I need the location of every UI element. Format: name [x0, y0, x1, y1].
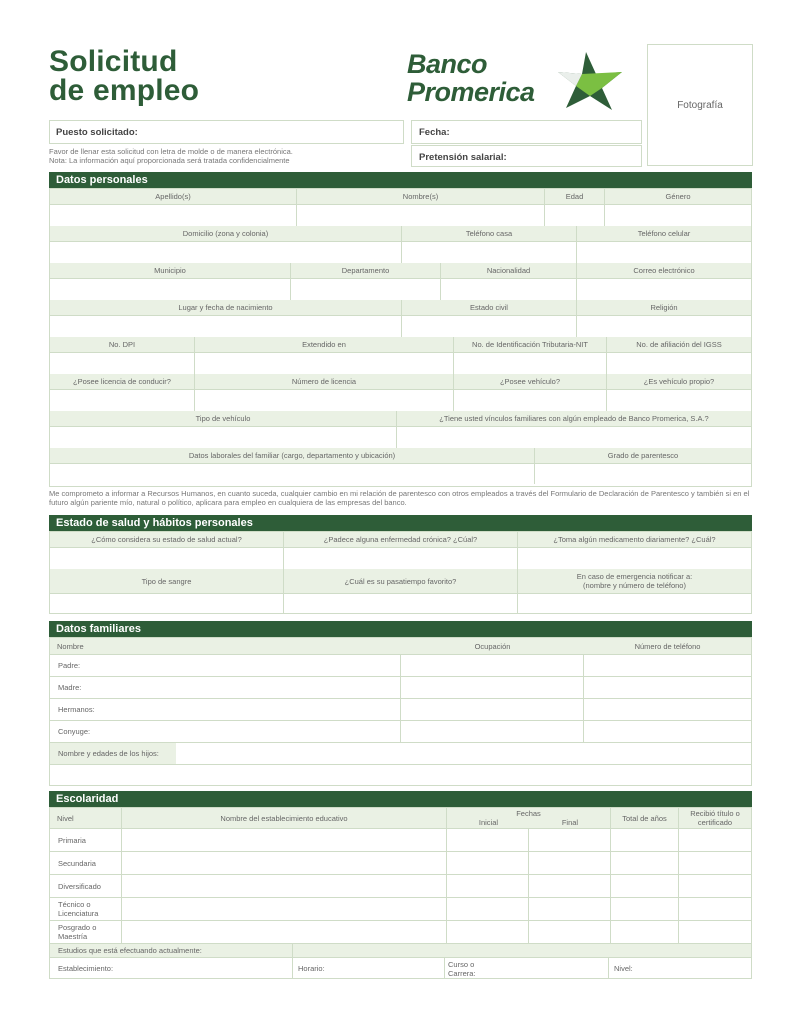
estado-civil-input[interactable] [402, 315, 577, 337]
note-line-1: Favor de llenar esta solicitud con letra de molde o de manera electrónica. [49, 147, 293, 156]
padre-ocupacion-input[interactable] [401, 654, 584, 676]
personal-row-7-inputs [50, 426, 751, 448]
header-vehiculo-propio: ¿Es vehículo propio? [607, 374, 751, 389]
header-telefono-celular: Teléfono celular [577, 226, 751, 241]
current-curso-input[interactable] [445, 958, 609, 979]
bank-logo-line-2: Promerica [407, 77, 535, 107]
grado-parentesco-input[interactable] [535, 463, 751, 484]
health-row-2-headers [50, 569, 751, 593]
nacionalidad-input[interactable] [441, 278, 577, 300]
current-horario-input[interactable] [293, 958, 445, 979]
header-estado-civil: Estado civil [402, 300, 577, 315]
tecnico-inicial-input[interactable] [447, 897, 529, 920]
school-row-tecnico [50, 897, 751, 920]
primaria-establecimiento-input[interactable] [122, 828, 447, 851]
header-total-anos: Total de años [611, 808, 679, 828]
header-numero-licencia: Número de licencia [195, 374, 454, 389]
header-tipo-sangre: Tipo de sangre [50, 569, 284, 593]
header-igss: No. de afiliación del IGSS [607, 337, 751, 352]
school-headers [50, 808, 751, 828]
personal-table [49, 188, 752, 487]
pasatiempo-input[interactable] [284, 593, 518, 613]
hermanos-ocupacion-input[interactable] [401, 698, 584, 720]
current-horario-label: Horario: [298, 964, 325, 973]
header-vinculos-familiares: ¿Tiene usted vínculos familiares con algún empleado de Banco Promerica, S.A.? [397, 411, 751, 426]
personal-row-4-headers [50, 300, 751, 315]
fecha-field[interactable] [411, 120, 642, 144]
note-line-2: Nota: La información aquí proporcionada será tratada confidencialmente [49, 156, 290, 165]
header-titulo-line-2: certificado [697, 818, 733, 827]
header-salud-actual: ¿Cómo considera su estado de salud actual? [50, 532, 284, 547]
header-final: Final [561, 818, 579, 827]
posgrado-final-input[interactable] [529, 920, 611, 943]
header-nit: No. de Identificación Tributaria-NIT [454, 337, 607, 352]
school-row-posgrado [50, 920, 751, 943]
tipo-sangre-input[interactable] [50, 593, 284, 613]
personal-row-3-inputs [50, 278, 751, 300]
tecnico-label: Técnico o Licenciatura [50, 897, 122, 920]
personal-row-6-inputs [50, 389, 751, 411]
header-datos-laborales-familiar: Datos laborales del familiar (cargo, departamento y ubicación) [50, 448, 535, 463]
igss-input[interactable] [607, 352, 751, 374]
telefono-celular-input[interactable] [577, 241, 751, 263]
personal-row-8-inputs [50, 463, 751, 484]
current-nivel-label: Nivel: [614, 964, 633, 973]
hijos-label: Nombre y edades de los hijos: [50, 743, 176, 764]
title-line-2: de empleo [49, 74, 200, 107]
current-establecimiento-input[interactable] [50, 958, 293, 979]
hermanos-name-input[interactable] [50, 698, 401, 720]
diversificado-total-input[interactable] [611, 874, 679, 897]
current-studies-filler [293, 944, 751, 957]
edad-input[interactable] [545, 204, 605, 226]
secundaria-titulo-input[interactable] [679, 851, 751, 874]
secundaria-inicial-input[interactable] [447, 851, 529, 874]
header-fechas-label: Fechas [516, 809, 541, 818]
header-domicilio: Domicilio (zona y colonia) [50, 226, 402, 241]
madre-label: Madre: [58, 683, 82, 692]
genero-input[interactable] [605, 204, 751, 226]
posgrado-titulo-input[interactable] [679, 920, 751, 943]
star-logo-icon [556, 50, 624, 112]
numero-licencia-input[interactable] [195, 389, 454, 411]
personal-row-7-headers [50, 411, 751, 426]
puesto-field[interactable] [49, 120, 404, 144]
photo-label: Fotografía [677, 99, 723, 111]
header-municipio: Municipio [50, 263, 291, 278]
header-fechas [447, 808, 611, 828]
header-licencia: ¿Posee licencia de conducir? [50, 374, 195, 389]
current-curso-label-2: Carrera: [448, 968, 476, 978]
secundaria-label: Secundaria [50, 851, 122, 874]
header-genero: Género [605, 189, 751, 204]
municipio-input[interactable] [50, 278, 291, 300]
madre-ocupacion-input[interactable] [401, 676, 584, 698]
extendido-en-input[interactable] [195, 352, 454, 374]
secundaria-total-input[interactable] [611, 851, 679, 874]
primaria-inicial-input[interactable] [447, 828, 529, 851]
diversificado-final-input[interactable] [529, 874, 611, 897]
bank-logo-line-1: Banco [407, 49, 488, 79]
diversificado-titulo-input[interactable] [679, 874, 751, 897]
family-row-madre [50, 676, 751, 698]
personal-row-5-inputs [50, 352, 751, 374]
emergencia-line-2: (nombre y número de teléfono) [583, 581, 686, 590]
header-numero-telefono: Número de teléfono [584, 638, 751, 654]
diversificado-establecimiento-input[interactable] [122, 874, 447, 897]
parentesco-disclaimer: Me comprometo a informar a Recursos Humanos, en cuanto suceda, cualquier cambio en mi relación de parentesco con otros empleados a través del Formulario de Declaración de Parentesco y también si en el futuro algún pariente mío, natural o político, aplicara para empleo en cualquiera de las empresas del banco. [49, 489, 750, 507]
secundaria-establecimiento-input[interactable] [122, 851, 447, 874]
padre-telefono-input[interactable] [584, 654, 751, 676]
domicilio-input[interactable] [50, 241, 402, 263]
section-header-health: Estado de salud y hábitos personales [49, 515, 752, 531]
puesto-label: Puesto solicitado: [56, 127, 138, 138]
header-fechas-sub [447, 818, 610, 827]
personal-row-3-headers [50, 263, 751, 278]
personal-row-8-headers [50, 448, 751, 463]
family-headers [50, 638, 751, 654]
primaria-final-input[interactable] [529, 828, 611, 851]
personal-row-1-headers [50, 189, 751, 204]
personal-row-1-inputs [50, 204, 751, 226]
header-nacionalidad: Nacionalidad [441, 263, 577, 278]
correo-input[interactable] [577, 278, 751, 300]
header-titulo-line-1: Recibió título o [690, 809, 740, 818]
tecnico-titulo-input[interactable] [679, 897, 751, 920]
tipo-vehiculo-input[interactable] [50, 426, 397, 448]
vehiculo-propio-input[interactable] [607, 389, 751, 411]
section-header-school: Escolaridad [49, 791, 752, 807]
lugar-fecha-nacimiento-input[interactable] [50, 315, 402, 337]
family-row-conyuge [50, 720, 751, 742]
medicamento-input[interactable] [518, 547, 751, 569]
tecnico-final-input[interactable] [529, 897, 611, 920]
telefono-casa-input[interactable] [402, 241, 577, 263]
photo-box[interactable] [647, 44, 753, 166]
header-apellidos: Apellido(s) [50, 189, 297, 204]
hermanos-label: Hermanos: [58, 705, 95, 714]
family-row-padre [50, 654, 751, 676]
health-row-1-inputs [50, 547, 751, 569]
pretension-field[interactable] [411, 145, 642, 167]
religion-input[interactable] [577, 315, 751, 337]
school-current-row [50, 957, 751, 979]
header-lugar-fecha-nacimiento: Lugar y fecha de nacimiento [50, 300, 402, 315]
emergencia-input[interactable] [518, 593, 751, 613]
primaria-titulo-input[interactable] [679, 828, 751, 851]
school-current-header [50, 943, 751, 957]
posgrado-inicial-input[interactable] [447, 920, 529, 943]
header-correo: Correo electrónico [577, 263, 751, 278]
header-departamento: Departamento [291, 263, 441, 278]
conyuge-ocupacion-input[interactable] [401, 720, 584, 742]
header-titulo [679, 808, 751, 828]
hijos-input-continued[interactable] [50, 764, 751, 786]
header-emergencia [518, 569, 751, 593]
diversificado-label: Diversificado [50, 874, 122, 897]
current-curso-label-1: Curso o [448, 959, 475, 969]
emergencia-line-1: En caso de emergencia notificar a: [576, 572, 693, 581]
padre-name-input[interactable] [50, 654, 401, 676]
header-grado-parentesco: Grado de parentesco [535, 448, 751, 463]
hermanos-telefono-input[interactable] [584, 698, 751, 720]
health-row-1-headers [50, 532, 751, 547]
header-nombre: Nombre [50, 638, 401, 654]
header-posee-vehiculo: ¿Posee vehículo? [454, 374, 607, 389]
nombres-input[interactable] [297, 204, 545, 226]
posgrado-label: Posgrado o Maestría [50, 920, 122, 943]
family-row-hijos [50, 742, 751, 764]
bank-logo-text [407, 50, 535, 106]
conyuge-label: Conyuge: [58, 727, 91, 736]
datos-laborales-familiar-input[interactable] [50, 463, 535, 484]
personal-row-2-inputs [50, 241, 751, 263]
personal-row-4-inputs [50, 315, 751, 337]
page-title [49, 47, 199, 105]
enfermedad-cronica-input[interactable] [284, 547, 518, 569]
conyuge-telefono-input[interactable] [584, 720, 751, 742]
madre-telefono-input[interactable] [584, 676, 751, 698]
primaria-label: Primaria [50, 828, 122, 851]
header-telefono-casa: Teléfono casa [402, 226, 577, 241]
section-header-personal: Datos personales [49, 172, 752, 188]
header-dpi: No. DPI [50, 337, 195, 352]
health-table [49, 531, 752, 614]
posgrado-establecimiento-input[interactable] [122, 920, 447, 943]
school-row-primaria [50, 828, 751, 851]
header-tipo-vehiculo: Tipo de vehículo [50, 411, 397, 426]
header-establecimiento: Nombre del establecimiento educativo [122, 808, 447, 828]
header-nombres: Nombre(s) [297, 189, 545, 204]
posee-vehiculo-input[interactable] [454, 389, 607, 411]
conyuge-name-input[interactable] [50, 720, 401, 742]
secundaria-final-input[interactable] [529, 851, 611, 874]
padre-label: Padre: [58, 661, 81, 670]
departamento-input[interactable] [291, 278, 441, 300]
current-studies-label: Estudios que está efectuando actualmente: [50, 944, 293, 957]
vinculos-familiares-input[interactable] [397, 426, 751, 448]
madre-name-input[interactable] [50, 676, 401, 698]
primaria-total-input[interactable] [611, 828, 679, 851]
header-edad: Edad [545, 189, 605, 204]
family-row-hermanos [50, 698, 751, 720]
pretension-label: Pretensión salarial: [419, 152, 507, 163]
header-inicial: Inicial [478, 818, 499, 827]
header-pasatiempo: ¿Cuál es su pasatiempo favorito? [284, 569, 518, 593]
school-table [49, 807, 752, 979]
salud-actual-input[interactable] [50, 547, 284, 569]
nit-input[interactable] [454, 352, 607, 374]
hijos-input[interactable] [176, 743, 751, 764]
tecnico-total-input[interactable] [611, 897, 679, 920]
school-row-diversificado [50, 874, 751, 897]
family-table [49, 637, 752, 786]
tecnico-establecimiento-input[interactable] [122, 897, 447, 920]
header-ocupacion: Ocupación [401, 638, 584, 654]
header-enfermedad-cronica: ¿Padece alguna enfermedad crónica? ¿Cúal? [284, 532, 518, 547]
current-nivel-input[interactable] [609, 958, 751, 979]
title-line-1: Solicitud [49, 45, 178, 78]
personal-row-6-headers [50, 374, 751, 389]
form-note [49, 147, 409, 165]
personal-row-2-headers [50, 226, 751, 241]
header-medicamento: ¿Toma algún medicamento diariamente? ¿Cuál? [518, 532, 751, 547]
dpi-input[interactable] [50, 352, 195, 374]
posgrado-total-input[interactable] [611, 920, 679, 943]
header-religion: Religión [577, 300, 751, 315]
header-nivel: Nivel [50, 808, 122, 828]
section-header-family: Datos familiares [49, 621, 752, 637]
licencia-input[interactable] [50, 389, 195, 411]
apellidos-input[interactable] [50, 204, 297, 226]
current-establecimiento-label: Establecimiento: [58, 964, 114, 973]
personal-row-5-headers [50, 337, 751, 352]
header-extendido-en: Extendido en [195, 337, 454, 352]
fecha-label: Fecha: [419, 127, 450, 138]
diversificado-inicial-input[interactable] [447, 874, 529, 897]
health-row-2-inputs [50, 593, 751, 613]
school-row-secundaria [50, 851, 751, 874]
